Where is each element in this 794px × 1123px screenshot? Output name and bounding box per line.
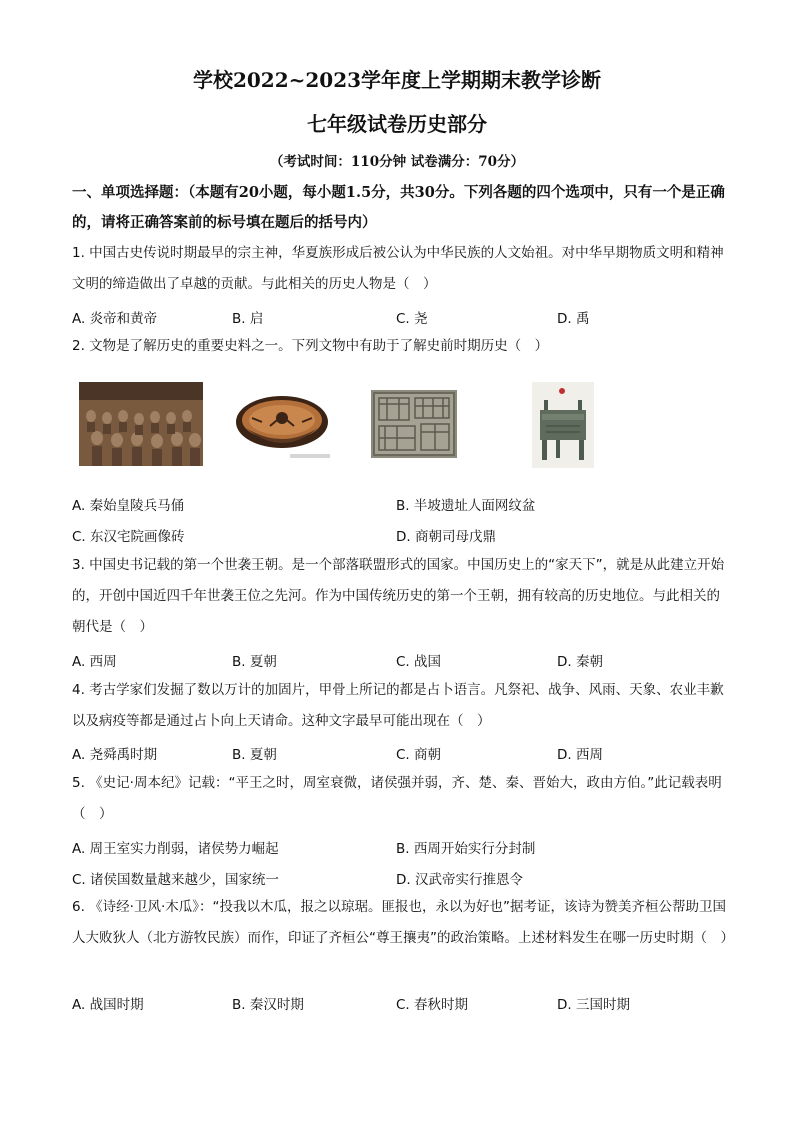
q4-option-d: D. 西周 xyxy=(557,747,603,763)
q2-option-a: A. 秦始皇陵兵马俑 xyxy=(72,498,185,514)
carved-brick-relief-photo-icon xyxy=(371,390,457,458)
q6-option-d: D. 三国时期 xyxy=(557,997,630,1013)
bronze-ding-photo-icon xyxy=(532,382,594,468)
question-2-stem: 2. 文物是了解历史的重要史料之一。下列文物中有助于了解史前时期历史（ ） xyxy=(72,338,549,354)
q2-option-b: B. 半坡遗址人面网纹盆 xyxy=(396,498,536,514)
q4-option-c: C. 商朝 xyxy=(396,747,442,763)
q6-option-c: C. 春秋时期 xyxy=(396,997,469,1013)
question-4-stem: 4. 考古学家们发掘了数以万计的加固片，甲骨上所记的都是占卜语言。凡祭祀、战争、风雨、天象、农业丰歉以及病疫等都是通过占卜向上天请命。这种文字最早可能出现在（ ） xyxy=(72,682,724,729)
question-1-stem: 1. 中国古史传说时期最早的宗主神，华夏族形成后被公认为中华民族的人文始祖。对中华早期物质文明和精神文明的缔造做出了卓越的贡献。与此相关的历史人物是（ ） xyxy=(72,245,724,292)
q2-option-c: C. 东汉宅院画像砖 xyxy=(72,529,185,545)
q2-option-d: D. 商朝司母戊鼎 xyxy=(396,529,496,545)
q3-option-c: C. 战国 xyxy=(396,654,442,670)
q1-option-d: D. 禹 xyxy=(557,311,590,327)
q6-option-a: A. 战国时期 xyxy=(72,997,144,1013)
q4-option-a: A. 尧舜禹时期 xyxy=(72,747,158,763)
painted-pottery-basin-photo-icon xyxy=(232,388,336,464)
q4-option-b: B. 夏朝 xyxy=(232,747,277,763)
q5-option-b: B. 西周开始实行分封制 xyxy=(396,841,536,857)
q5-option-c: C. 诸侯国数量越来越少，国家统一 xyxy=(72,872,280,888)
page-title: 学校2022~2023学年度上学期期末教学诊断 xyxy=(192,68,602,92)
q5-option-a: A. 周王室实力削弱，诸侯势力崛起 xyxy=(72,841,279,857)
question-3-stem: 3. 中国史书记载的第一个世袭王朝。是一个部落联盟形式的国家。中国历史上的“家天下”，就是从此建立开始的，开创中国近四千年世袭王位之先河。作为中国传统历史的第一个王朝，拥有较高的历史地位。与此相关的朝代是（ ） xyxy=(72,557,725,635)
question-5-stem: 5. 《史记·周本纪》记载：“平王之时，周室衰微，诸侯强并弱，齐、楚、秦、晋始大，政由方伯。”此记载表明（ ） xyxy=(72,775,722,822)
q3-option-d: D. 秦朝 xyxy=(557,654,603,670)
q6-option-b: B. 秦汉时期 xyxy=(232,997,304,1013)
q1-option-a: A. 炎帝和黄帝 xyxy=(72,311,158,327)
question-6-stem: 6. 《诗经·卫风·木瓜》：“投我以木瓜，报之以琼琚。匪报也，永以为好也”据考证，该诗为赞美齐桓公帮助卫国人大败狄人（北方游牧民族）而作，印证了齐桓公“尊王攘夷”的政治策略。上述材料发生在哪一历史时期（ ） xyxy=(72,899,734,946)
page-subtitle: 七年级试卷历史部分 xyxy=(307,112,487,136)
exam-info: （考试时间：110分钟 试卷满分：70分） xyxy=(269,154,525,170)
q1-option-c: C. 尧 xyxy=(396,311,428,327)
q3-option-a: A. 西周 xyxy=(72,654,117,670)
section-heading: 一、单项选择题：（本题有20小题，每小题1.5分，共30分。下列各题的四个选项中，只有一个是正确的，请将正确答案前的标号填在题后的括号内） xyxy=(72,184,725,231)
q3-option-b: B. 夏朝 xyxy=(232,654,277,670)
terracotta-army-photo-icon xyxy=(79,382,203,466)
q1-option-b: B. 启 xyxy=(232,311,264,327)
q5-option-d: D. 汉武帝实行推恩令 xyxy=(396,872,523,888)
